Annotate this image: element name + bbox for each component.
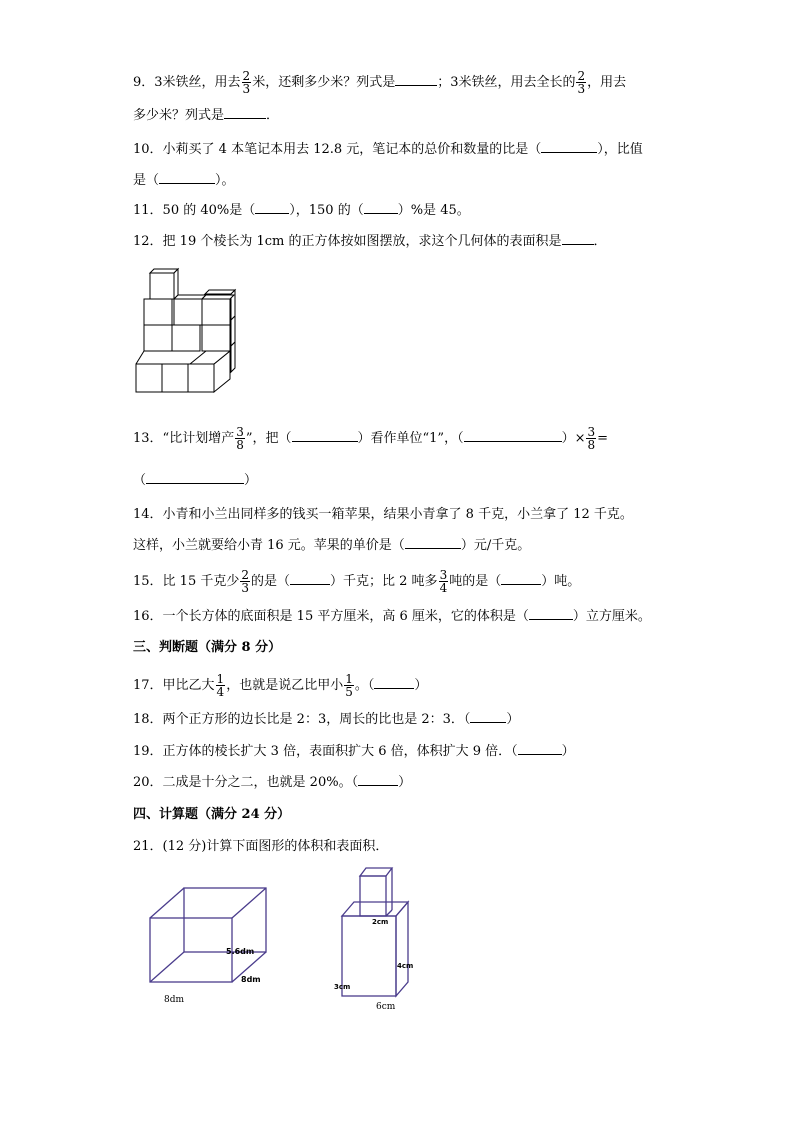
question-12: 12．把 19 个棱长为 1cm 的正方体按如图摆放，求这个几何体的表面积是 ． [133,234,607,249]
answer-blank[interactable] [292,429,358,442]
question-20: 20．二成是十分之二，也就是 20%。（ ） [133,775,412,790]
question-17: 17．甲比乙大 $\frac{1}{4}$ ，也就是说乙比甲小 $\frac{1}{5}$ 。（ ） [133,672,428,699]
question-10-line-2: 是（ ）。 [133,173,235,188]
question-14-line-1: 14．小青和小兰出同样多的钱买一箱苹果，结果小青拿了 8 千克，小兰拿了 12 千克。 [133,507,633,522]
question-9-line-2: 多少米？列式是 ． [133,108,280,123]
answer-blank[interactable] [358,773,398,786]
cube-depth-label: 3cm [334,983,351,991]
question-11: 11．50 的 40%是（ ），150 的（ ）%是 45。 [133,203,470,218]
fraction: $\frac{2}{3}$ [242,69,251,96]
fraction: $\frac{3}{8}$ [236,425,244,452]
fraction: $\frac{2}{3}$ [241,568,249,595]
answer-blank[interactable] [529,607,573,620]
cuboid-depth-label: 8dm [241,975,261,984]
top-box-label: 2cm [372,918,389,926]
answer-blank[interactable] [470,710,506,723]
answer-blank[interactable] [562,232,594,245]
answer-blank[interactable] [159,171,215,184]
question-21: 21．(12 分)计算下面图形的体积和表面积． [133,839,389,854]
answer-blank[interactable] [395,73,437,86]
answer-blank[interactable] [290,572,330,585]
fraction: $\frac{1}{4}$ [216,672,225,699]
fraction: $\frac{2}{3}$ [577,69,586,96]
answer-blank[interactable] [501,572,541,585]
fraction: $\frac{1}{5}$ [345,672,353,699]
answer-blank[interactable] [518,742,562,755]
cube-bottom-label: 6cm [376,1002,396,1012]
answer-blank[interactable] [255,201,289,214]
fraction: $\frac{3}{4}$ [439,568,448,595]
question-9-line-1: 9．3米铁丝，用去 $\frac{2}{3}$ 米，还剩多少米？列式是 ；3米铁丝，用去全长的 $\frac{2}{3}$ ，用去 [133,69,627,96]
answer-blank[interactable] [224,106,266,119]
question-14-line-2: 这样，小兰就要给小青 16 元。苹果的单价是（ ）元/千克。 [133,538,531,553]
answer-blank[interactable] [464,429,562,442]
question-19: 19．正方体的棱长扩大 3 倍，表面积扩大 6 倍，体积扩大 9 倍．（ ） [133,744,575,759]
cube-height-label: 4cm [397,962,414,970]
stacked-box-figure [330,862,420,1017]
answer-blank[interactable] [364,201,398,214]
fraction: $\frac{3}{8}$ [587,425,596,452]
answer-blank[interactable] [146,471,244,484]
answer-blank[interactable] [405,536,461,549]
question-13-line-1: 13．“比计划增产 $\frac{3}{8}$ ”，把（ ）看作单位“1”，（ ）× $\frac{3}{8}$ = [133,425,609,452]
answer-blank[interactable] [541,140,597,153]
section-4-heading: 四、计算题（满分 24 分） [133,807,291,822]
cuboid-bottom-label: 8dm [164,995,185,1005]
stacked-cubes-figure [130,264,240,396]
section-3-heading: 三、判断题（满分 8 分） [133,640,282,655]
question-10-line-1: 10．小莉买了 4 本笔记本用去 12.8 元，笔记本的总价和数量的比是（ ），比值 [133,142,643,157]
question-18: 18．两个正方形的边长比是 2：3，周长的比也是 2：3．（ ） [133,712,520,727]
question-15: 15．比 15 千克少 $\frac{2}{3}$ 的是（ ）千克；比 2 吨多 $\frac{3}{4}$ 吨的是（ ）吨。 [133,568,581,595]
question-16: 16．一个长方体的底面积是 15 平方厘米，高 6 厘米，它的体积是（ ）立方厘米。 [133,609,651,624]
answer-blank[interactable] [374,676,414,689]
question-13-line-2: （ ） [133,473,258,488]
cuboid-figure [140,880,280,1010]
cuboid-side-label: 5.6dm [226,947,255,956]
